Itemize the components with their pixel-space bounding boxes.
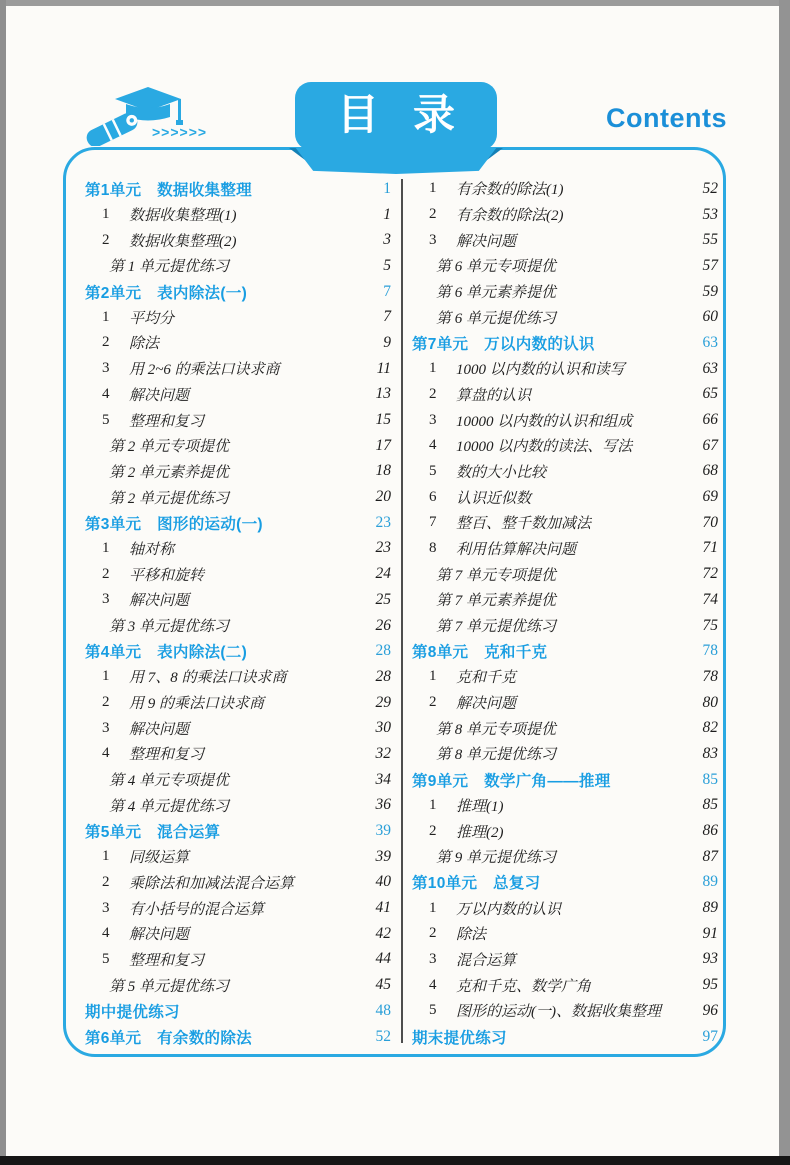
toc-row-page: 70: [702, 513, 718, 531]
toc-row-label: 推理(1): [456, 798, 504, 815]
toc-row-label: 除法: [129, 336, 160, 353]
toc-row-label: 解决问题: [129, 721, 190, 738]
toc-item-number: 4: [102, 925, 110, 942]
toc-row-special: [412, 587, 718, 613]
toc-row-page: 1: [383, 205, 391, 223]
toc-row-unit: [85, 818, 391, 844]
toc-row-unit: [85, 1024, 391, 1050]
toc-row-label: 第7单元 万以内数的认识: [412, 335, 595, 353]
scan-edge-left: [0, 0, 6, 1165]
toc-row-page: 96: [702, 1001, 718, 1019]
toc-item-number: 3: [102, 591, 110, 608]
toc-row-page: 91: [702, 924, 718, 942]
toc-row-special: [85, 433, 391, 459]
toc-item-number: 5: [102, 411, 110, 428]
toc-row-special: [85, 767, 391, 793]
toc-row-label: 第 9 单元提优练习: [436, 850, 557, 867]
toc-row-page: 67: [702, 436, 718, 454]
toc-row-label: 第 4 单元专项提优: [109, 773, 230, 790]
toc-row-page: 78: [702, 667, 718, 685]
page-title: 目录: [336, 91, 489, 138]
toc-row-label: 第 1 单元提优练习: [109, 259, 230, 276]
toc-item-number: 1: [429, 360, 437, 377]
toc-row-item: [85, 304, 391, 330]
toc-item-number: 2: [429, 206, 437, 223]
toc-item-number: 1: [429, 668, 437, 685]
toc-column-left: [85, 176, 391, 1049]
toc-row-label: 第 7 单元提优练习: [436, 619, 557, 636]
toc-row-label: 第 6 单元素养提优: [436, 285, 557, 302]
toc-row-page: 52: [702, 179, 718, 197]
toc-row-label: 平均分: [129, 310, 175, 327]
toc-row-label: 解决问题: [129, 593, 190, 610]
toc-row-label: 除法: [456, 927, 487, 944]
scan-edge-bottom: [0, 1156, 790, 1165]
toc-row-item: [85, 895, 391, 921]
toc-item-number: 2: [429, 694, 437, 711]
toc-item-number: 5: [429, 462, 437, 479]
toc-row-item: [412, 690, 718, 716]
toc-row-item: [412, 202, 718, 228]
toc-item-number: 3: [102, 719, 110, 736]
toc-row-label: 利用估算解决问题: [456, 541, 577, 558]
toc-row-page: 85: [702, 796, 718, 814]
toc-row-item: [412, 972, 718, 998]
toc-row-unit: [85, 638, 391, 664]
toc-row-special: [412, 253, 718, 279]
toc-row-page: 60: [702, 308, 718, 326]
toc-row-label: 第1单元 数据收集整理: [85, 181, 252, 199]
toc-row-unit: [85, 510, 391, 536]
toc-row-page: 40: [375, 873, 391, 891]
toc-row-label: 图形的运动(一)、数据收集整理: [456, 1004, 661, 1021]
toc-row-page: 85: [702, 770, 718, 788]
toc-row-label: 第 4 单元提优练习: [109, 798, 230, 815]
toc-row-page: 42: [375, 924, 391, 942]
toc-row-label: 第2单元 表内除法(一): [85, 284, 248, 302]
toc-row-label: 算盘的认识: [456, 387, 532, 404]
toc-row-label: 解决问题: [456, 696, 517, 713]
toc-item-number: 2: [102, 873, 110, 890]
toc-item-number: 2: [429, 385, 437, 402]
toc-row-label: 解决问题: [456, 233, 517, 250]
toc-row-label: 第8单元 克和千克: [412, 644, 548, 662]
toc-row-label: 整理和复习: [129, 952, 205, 969]
toc-row-item: [412, 895, 718, 921]
toc-row-item: [412, 227, 718, 253]
toc-item-number: 2: [102, 231, 110, 248]
toc-row-unit: [85, 176, 391, 202]
column-divider: [401, 179, 403, 1043]
toc-row-label: 平移和旋转: [129, 567, 205, 584]
toc-row-label: 第 8 单元提优练习: [436, 747, 557, 764]
toc-row-section: [85, 998, 391, 1024]
toc-row-item: [412, 356, 718, 382]
toc-row-item: [412, 998, 718, 1024]
toc-item-number: 3: [429, 231, 437, 248]
toc-row-unit: [412, 330, 718, 356]
toc-item-number: 6: [429, 488, 437, 505]
toc-row-page: 7: [383, 308, 391, 326]
toc-row-item: [412, 484, 718, 510]
toc-item-number: 1: [102, 848, 110, 865]
toc-row-item: [85, 330, 391, 356]
toc-item-number: 5: [102, 950, 110, 967]
toc-row-special: [85, 793, 391, 819]
toc-row-item: [85, 407, 391, 433]
toc-row-item: [85, 844, 391, 870]
toc-row-label: 期末提优练习: [412, 1029, 507, 1047]
toc-row-label: 第 6 单元提优练习: [436, 310, 557, 327]
toc-row-label: 期中提优练习: [85, 1003, 180, 1021]
toc-row-label: 第 3 单元提优练习: [109, 619, 230, 636]
toc-row-page: 24: [375, 565, 391, 583]
toc-row-page: 13: [375, 385, 391, 403]
toc-row-label: 乘除法和加减法混合运算: [129, 875, 295, 892]
toc-row-special: [412, 844, 718, 870]
toc-row-item: [85, 690, 391, 716]
toc-row-label: 第 5 单元提优练习: [109, 978, 230, 995]
toc-row-page: 28: [375, 667, 391, 685]
toc-item-number: 4: [429, 976, 437, 993]
toc-item-number: 4: [102, 385, 110, 402]
toc-row-label: 10000 以内数的认识和组成: [456, 413, 633, 430]
toc-row-page: 18: [375, 462, 391, 480]
toc-row-label: 有余数的除法(2): [456, 208, 564, 225]
toc-row-unit: [85, 279, 391, 305]
toc-row-special: [85, 972, 391, 998]
toc-row-special: [412, 715, 718, 741]
toc-row-label: 第10单元 总复习: [412, 875, 541, 893]
toc-row-label: 第3单元 图形的运动(一): [85, 515, 263, 533]
toc-row-page: 28: [375, 642, 391, 660]
toc-row-page: 44: [375, 950, 391, 968]
toc-row-item: [412, 382, 718, 408]
toc-row-page: 55: [702, 231, 718, 249]
toc-row-page: 39: [375, 847, 391, 865]
toc-row-item: [412, 536, 718, 562]
toc-row-page: 25: [375, 590, 391, 608]
toc-row-page: 45: [375, 976, 391, 994]
toc-row-label: 1000 以内数的认识和读写: [456, 362, 625, 379]
toc-row-item: [85, 202, 391, 228]
toc-row-page: 75: [702, 616, 718, 634]
toc-row-page: 59: [702, 282, 718, 300]
toc-column-right: [412, 176, 718, 1049]
toc-row-page: 34: [375, 770, 391, 788]
toc-row-item: [85, 741, 391, 767]
toc-row-page: 68: [702, 462, 718, 480]
toc-row-label: 克和千克、数学广角: [456, 978, 592, 995]
toc-row-page: 97: [702, 1027, 718, 1045]
toc-row-page: 93: [702, 950, 718, 968]
toc-row-label: 整理和复习: [129, 747, 205, 764]
toc-row-label: 第4单元 表内除法(二): [85, 644, 248, 662]
toc-item-number: 2: [102, 334, 110, 351]
toc-row-label: 用 2~6 的乘法口诀求商: [129, 362, 280, 379]
chevrons-icon: >>>>>>: [152, 124, 208, 140]
toc-row-unit: [412, 638, 718, 664]
toc-row-item: [412, 921, 718, 947]
toc-row-label: 认识近似数: [456, 490, 532, 507]
toc-row-special: [412, 741, 718, 767]
toc-row-page: 83: [702, 744, 718, 762]
toc-row-item: [85, 561, 391, 587]
toc-row-page: 65: [702, 385, 718, 403]
toc-row-label: 用 7、8 的乘法口诀求商: [129, 670, 287, 687]
toc-row-label: 同级运算: [129, 850, 190, 867]
toc-row-item: [412, 433, 718, 459]
toc-item-number: 1: [102, 308, 110, 325]
toc-item-number: 8: [429, 539, 437, 556]
toc-row-label: 有余数的除法(1): [456, 182, 564, 199]
toc-row-page: 78: [702, 642, 718, 660]
toc-row-label: 推理(2): [456, 824, 504, 841]
toc-row-page: 32: [375, 744, 391, 762]
toc-row-label: 克和千克: [456, 670, 517, 687]
toc-row-label: 第 2 单元提优练习: [109, 490, 230, 507]
toc-row-label: 第 8 单元专项提优: [436, 721, 557, 738]
toc-row-page: 80: [702, 693, 718, 711]
toc-row-label: 万以内数的认识: [456, 901, 562, 918]
toc-item-number: 3: [429, 950, 437, 967]
toc-row-item: [85, 382, 391, 408]
toc-row-page: 26: [375, 616, 391, 634]
toc-row-page: 66: [702, 411, 718, 429]
contents-label: Contents: [606, 103, 727, 133]
toc-row-unit: [412, 870, 718, 896]
toc-item-number: 1: [429, 796, 437, 813]
toc-row-label: 混合运算: [456, 952, 517, 969]
toc-item-number: 1: [429, 899, 437, 916]
toc-row-page: 71: [702, 539, 718, 557]
toc-row-page: 48: [375, 1001, 391, 1019]
toc-row-special: [85, 613, 391, 639]
toc-row-page: 53: [702, 205, 718, 223]
toc-row-page: 23: [375, 539, 391, 557]
toc-row-page: 11: [376, 359, 391, 377]
toc-row-page: 74: [702, 590, 718, 608]
toc-row-special: [85, 459, 391, 485]
toc-row-page: 57: [702, 256, 718, 274]
toc-item-number: 1: [102, 668, 110, 685]
diploma-scroll-icon: [84, 110, 141, 146]
toc-row-page: 9: [383, 333, 391, 351]
toc-row-label: 数据收集整理(2): [129, 233, 237, 250]
toc-row-item: [85, 227, 391, 253]
toc-row-page: 63: [702, 359, 718, 377]
toc-row-page: 52: [375, 1027, 391, 1045]
toc-row-label: 第9单元 数学广角——推理: [412, 772, 611, 790]
toc-item-number: 1: [429, 180, 437, 197]
toc-row-label: 整理和复习: [129, 413, 205, 430]
toc-row-page: 5: [383, 256, 391, 274]
toc-item-number: 3: [429, 411, 437, 428]
toc-row-special: [85, 484, 391, 510]
toc-row-item: [412, 407, 718, 433]
scan-edge-right: [779, 0, 790, 1165]
toc-row-label: 第 7 单元专项提优: [436, 567, 557, 584]
toc-row-page: 17: [375, 436, 391, 454]
toc-row-special: [85, 253, 391, 279]
toc-item-number: 2: [429, 925, 437, 942]
toc-row-item: [412, 793, 718, 819]
toc-item-number: 4: [429, 437, 437, 454]
toc-item-number: 1: [102, 206, 110, 223]
toc-row-item: [412, 510, 718, 536]
banner-ribbon-skirt: [287, 148, 505, 174]
toc-row-special: [412, 279, 718, 305]
toc-row-special: [412, 613, 718, 639]
toc-row-label: 数据收集整理(1): [129, 208, 237, 225]
toc-item-number: 4: [102, 745, 110, 762]
toc-row-item: [412, 947, 718, 973]
toc-row-page: 15: [375, 411, 391, 429]
toc-item-number: 3: [102, 360, 110, 377]
toc-row-label: 用 9 的乘法口诀求商: [129, 696, 265, 713]
toc-row-page: 41: [375, 899, 391, 917]
toc-row-page: 95: [702, 976, 718, 994]
toc-row-page: 86: [702, 822, 718, 840]
toc-row-page: 69: [702, 488, 718, 506]
toc-row-item: [85, 921, 391, 947]
toc-row-label: 解决问题: [129, 387, 190, 404]
toc-row-label: 轴对称: [129, 541, 175, 558]
toc-item-number: 3: [102, 899, 110, 916]
toc-row-page: 29: [375, 693, 391, 711]
toc-item-number: 1: [102, 539, 110, 556]
scan-edge-top: [0, 0, 790, 6]
toc-row-item: [85, 587, 391, 613]
toc-row-page: 36: [375, 796, 391, 814]
toc-row-item: [85, 356, 391, 382]
toc-row-label: 10000 以内数的读法、写法: [456, 439, 633, 456]
toc-item-number: 2: [102, 694, 110, 711]
toc-row-item: [412, 459, 718, 485]
title-banner: [287, 82, 505, 176]
toc-row-label: 第 2 单元素养提优: [109, 464, 230, 481]
toc-row-page: 7: [383, 282, 391, 300]
toc-item-number: 7: [429, 514, 437, 531]
toc-row-page: 20: [375, 488, 391, 506]
toc-row-section: [412, 1024, 718, 1050]
toc-row-page: 87: [702, 847, 718, 865]
toc-row-page: 72: [702, 565, 718, 583]
toc-row-page: 89: [702, 873, 718, 891]
toc-item-number: 2: [102, 565, 110, 582]
toc-row-page: 82: [702, 719, 718, 737]
toc-row-label: 第 6 单元专项提优: [436, 259, 557, 276]
toc-row-label: 第5单元 混合运算: [85, 824, 221, 842]
toc-row-page: 23: [375, 513, 391, 531]
toc-row-item: [412, 176, 718, 202]
toc-row-label: 解决问题: [129, 927, 190, 944]
toc-row-item: [85, 947, 391, 973]
toc-row-special: [412, 561, 718, 587]
toc-row-item: [85, 664, 391, 690]
toc-row-unit: [412, 767, 718, 793]
toc-row-label: 第 7 单元素养提优: [436, 593, 557, 610]
toc-row-item: [85, 870, 391, 896]
toc-row-label: 数的大小比较: [456, 464, 547, 481]
toc-row-page: 30: [375, 719, 391, 737]
toc-row-item: [412, 818, 718, 844]
toc-row-page: 63: [702, 333, 718, 351]
toc-row-item: [85, 715, 391, 741]
toc-item-number: 2: [429, 822, 437, 839]
toc-row-label: 有小括号的混合运算: [129, 901, 265, 918]
toc-row-page: 89: [702, 899, 718, 917]
toc-row-page: 39: [375, 822, 391, 840]
toc-row-label: 第 2 单元专项提优: [109, 439, 230, 456]
toc-row-item: [85, 536, 391, 562]
toc-row-page: 3: [383, 231, 391, 249]
toc-item-number: 5: [429, 1002, 437, 1019]
toc-row-label: 整百、整千数加减法: [456, 516, 592, 533]
toc-row-label: 第6单元 有余数的除法: [85, 1029, 252, 1047]
toc-row-item: [412, 664, 718, 690]
toc-row-page: 1: [383, 179, 391, 197]
toc-row-special: [412, 304, 718, 330]
